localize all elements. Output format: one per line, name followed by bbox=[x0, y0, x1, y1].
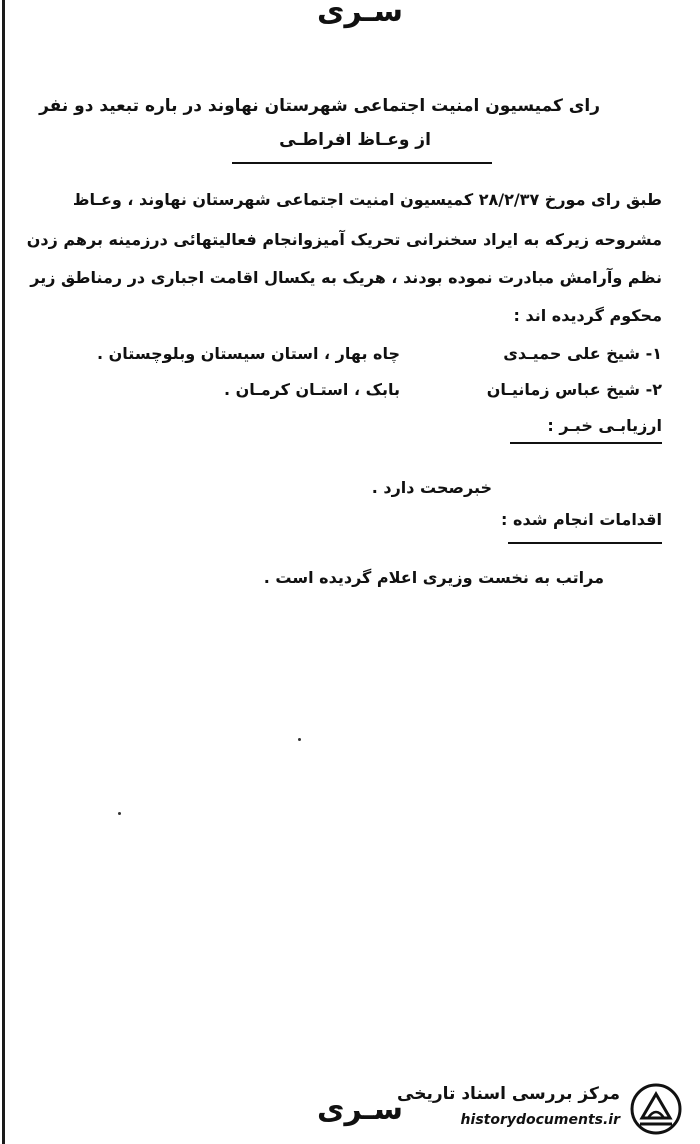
watermark-title: مرکز بررسی اسناد تاریخی bbox=[397, 1084, 620, 1104]
evaluation-text: خبرصحت دارد . bbox=[371, 478, 492, 497]
scan-speck bbox=[298, 738, 301, 741]
list-item-2-name: ۲- شیخ عباس زمانیـان bbox=[486, 380, 662, 399]
scan-speck bbox=[118, 812, 121, 815]
actions-underline bbox=[508, 542, 662, 544]
watermark-url: historydocuments.ir bbox=[460, 1112, 620, 1128]
document-title-line1: رای کمیسیون امنیت اجتماعی شهرستان نهاوند در باره تبعید دو نفر bbox=[39, 96, 600, 116]
archive-logo-icon bbox=[628, 1082, 684, 1136]
body-line-4: محکوم گردیده اند : bbox=[513, 306, 662, 325]
page-edge-border bbox=[2, 0, 5, 1144]
body-line-1: طبق رای مورخ ۲۸/۲/۳۷ کمیسیون امنیت اجتماعی شهرستان نهاوند ، وعـاظ bbox=[72, 190, 662, 209]
list-item-1-place: چاه بهار ، استان سیستان وبلوچستان . bbox=[96, 344, 400, 363]
evaluation-underline bbox=[510, 442, 662, 444]
closing-statement: مراتب به نخست وزیری اعلام گردیده است . bbox=[263, 568, 604, 587]
archive-watermark bbox=[397, 1078, 692, 1140]
list-item-1-name: ۱- شیخ علی حمیـدی bbox=[503, 344, 662, 363]
document-title-line2: از وعـاظ افراطـی bbox=[279, 130, 431, 150]
actions-heading: اقدامات انجام شده : bbox=[501, 510, 662, 529]
title-underline bbox=[232, 162, 492, 164]
body-line-3: نظم وآرامش مبادرت نموده بودند ، هریک به یکسال اقامت اجباری در رمناطق زیر bbox=[30, 268, 662, 287]
classification-stamp-top: سـرى bbox=[317, 0, 403, 29]
list-item-2-place: بابک ، استـان کرمـان . bbox=[223, 380, 400, 399]
evaluation-heading: ارزیابـی خبـر : bbox=[547, 416, 662, 435]
body-line-2: مشروحه زیرکه به ایراد سخنرانی تحریک آمیزوانجام فعالیتهائی درزمینه برهم زدن bbox=[26, 230, 662, 249]
classification-stamp-bottom: سـرى bbox=[317, 1092, 403, 1127]
